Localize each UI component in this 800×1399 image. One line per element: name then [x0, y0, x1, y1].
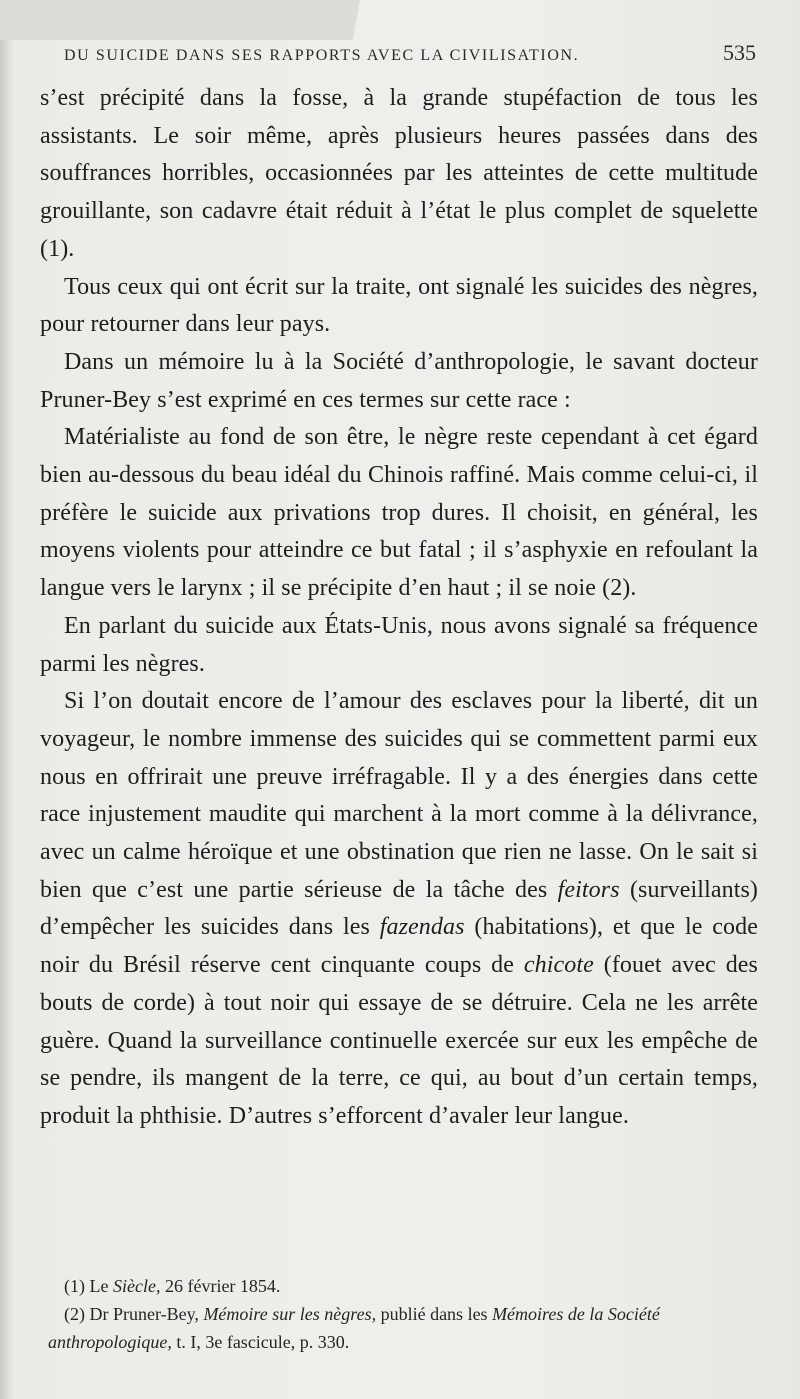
- footnote-2-ref: t. I, 3e fascicule, p. 330.: [171, 1332, 350, 1352]
- footnote-2-mid: publié dans les: [376, 1304, 493, 1324]
- footnote-1-source: Siècle,: [112, 1276, 161, 1296]
- paragraph-6-part-2: (surveillants) d’empêcher les suicides dans les: [40, 876, 758, 941]
- footnote-1-marker: (1) Le: [64, 1276, 113, 1296]
- footnote-2: [48, 1300, 760, 1356]
- footnotes: [48, 1272, 760, 1356]
- term-chicote: chicote: [523, 952, 594, 979]
- paragraph-6-part-1: Si l’on doutait encore de l’amour des esclaves pour la liberté, dit un voyageur, le nombre immense des suicides qui se commettent parmi eux nous en offrirait une preuve irréfragable. Il y a des énergies dans cette race injustement maudite qui marchent à la mort comme à la délivrance, avec un calme héroïque et une obstination que rien ne lasse. On le sait si bien que c’est une partie sérieuse de la tâche des: [40, 688, 758, 903]
- footnote-2-title: Mémoire sur les nègres,: [203, 1304, 377, 1324]
- paragraph-6: [40, 683, 758, 1135]
- paragraph-1: s’est précipité dans la fosse, à la grande stupéfaction de tous les assistants. Le soir même, après plusieurs heures passées dans des souffrances horribles, occasionnées par les atteintes de cette multitude grouillante, son cadavre était réduit à l’état le plus complet de squelette (1).: [40, 85, 758, 262]
- term-fazendas: fazendas: [379, 914, 465, 941]
- paragraph-2: Tous ceux qui ont écrit sur la traite, ont signalé les suicides des nègres, pour retourner dans leur pays.: [40, 273, 758, 338]
- running-head: DU SUICIDE DANS SES RAPPORTS AVEC LA CIVILISATION.: [64, 47, 580, 64]
- footnote-2-marker: (2) Dr Pruner-Bey,: [64, 1304, 204, 1324]
- footnote-1: [48, 1272, 760, 1300]
- page-fold-shadow: [0, 0, 360, 40]
- footnote-2-journal: Mémoires de la Société anthropologique,: [48, 1304, 660, 1352]
- footnote-1-date: 26 février 1854.: [160, 1276, 281, 1296]
- page-header: [64, 40, 756, 76]
- page-number: 535: [723, 40, 756, 65]
- paragraph-5: En parlant du suicide aux États-Unis, nous avons signalé sa fréquence parmi les nègres.: [40, 612, 758, 677]
- term-feitors: feitors: [557, 876, 620, 903]
- body-text: [40, 80, 758, 1136]
- paragraph-6-part-4: (fouet avec des bouts de corde) à tout noir qui essaye de se détruire. Cela ne les arrête guère. Quand la surveillance continuelle exercée sur eux les empêche de se pendre, ils mangent de la terre, ce qui, au bout d’un certain temps, produit la phthisie. D’autres s’efforcent d’avaler leur langue.: [40, 952, 758, 1129]
- paragraph-4-quote: Matérialiste au fond de son être, le nègre reste cependant à cet égard bien au-dessous du beau idéal du Chinois raffiné. Mais comme celui-ci, il préfère le suicide aux privations trop dures. Il choisit, en général, les moyens violents pour atteindre ce but fatal ; il s’asphyxie en refoulant la langue vers le larynx ; il se précipite d’en haut ; il se noie (2).: [40, 424, 758, 602]
- paragraph-3: Dans un mémoire lu à la Société d’anthropologie, le savant docteur Pruner-Bey s’est exprimé en ces termes sur cette race :: [40, 348, 758, 413]
- paragraph-6-part-3: (habitations), et que le code noir du Brésil réserve cent cinquante coups de: [40, 914, 758, 979]
